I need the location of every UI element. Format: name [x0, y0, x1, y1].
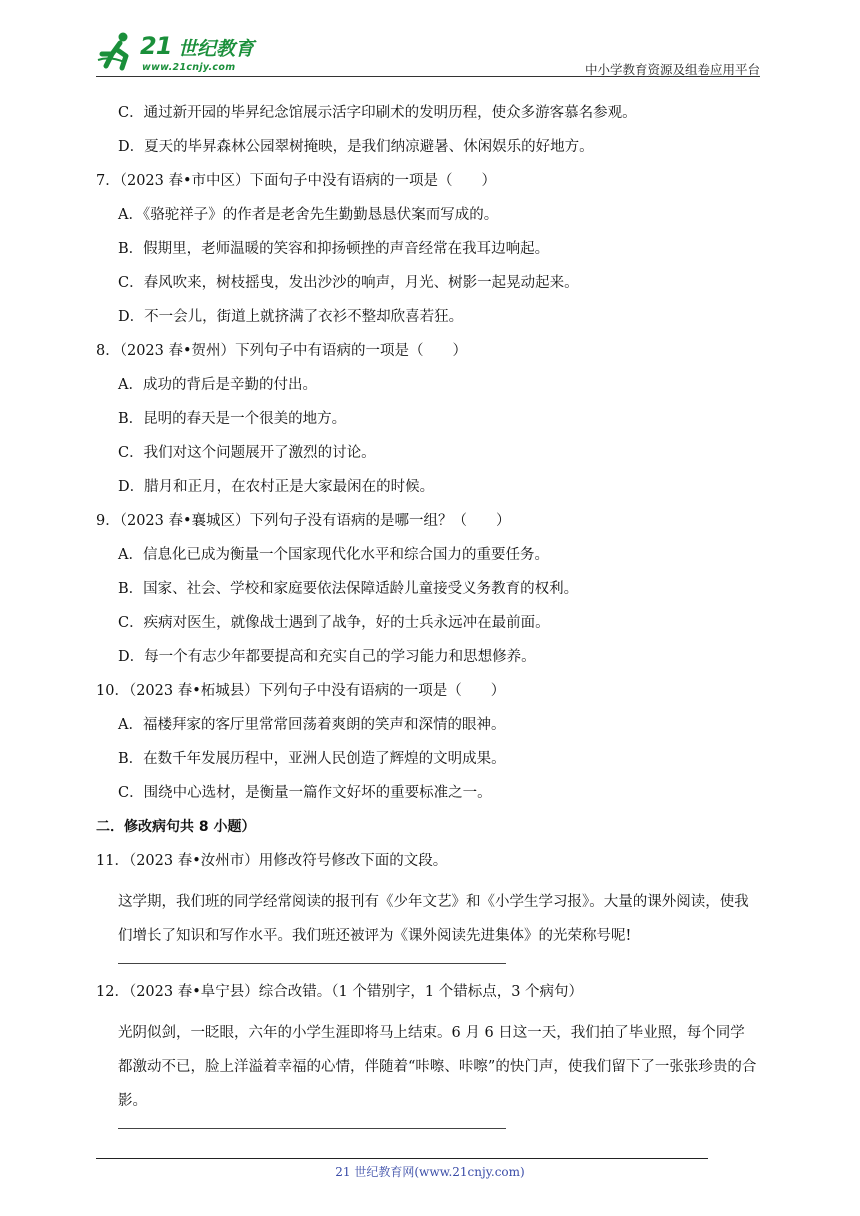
answer-option: B．假期里，老师温暖的笑容和抑扬顿挫的声音经常在我耳边响起。 [118, 241, 550, 257]
logo-url: www.21cnjy.com [142, 62, 236, 73]
question-stem [96, 511, 760, 531]
answer-option: C．春风吹来，树枝摇曳，发出沙沙的响声，月光、树影一起晃动起来。 [118, 275, 579, 291]
question-source-tag: （2023 春•市中区） [119, 173, 250, 189]
footer-divider [96, 1158, 708, 1159]
logo-number: 21 [140, 32, 172, 60]
question-number: 10． [96, 683, 129, 699]
answer-option: C．我们对这个问题展开了激烈的讨论。 [118, 445, 376, 461]
answer-option: C．疾病对医生，就像战士遇到了战争，好的士兵永远冲在最前面。 [118, 615, 550, 631]
answer-blank-line[interactable] [118, 963, 506, 964]
answer-option: B．在数千年发展历程中，亚洲人民创造了辉煌的文明成果。 [118, 751, 506, 767]
question-text: 综合改错。（1 个错别字，1 个错标点，3 个病句） [258, 984, 584, 1000]
platform-title: 中小学教育资源及组卷应用平台 [584, 62, 760, 77]
answer-option: D．每一个有志少年都要提高和充实自己的学习能力和思想修养。 [118, 649, 536, 665]
answer-option: D．夏天的毕昇森林公园翠树掩映，是我们纳凉避暑、休闲娱乐的好地方。 [118, 139, 594, 155]
footer-text[interactable]: 21 世纪教育网(www.21cnjy.com) [335, 1165, 525, 1179]
question-number: 8． [96, 343, 120, 359]
logo-title: 世纪教育 [178, 38, 255, 60]
question-text: 用修改符号修改下面的文段。 [258, 853, 448, 869]
header-divider [96, 76, 760, 77]
question-text: 下列句子中有语病的一项是（ ） [235, 343, 468, 359]
answer-option: C．围绕中心选材，是衡量一篇作文好坏的重要标准之一。 [118, 785, 492, 801]
question-source-tag: （2023 春•柘城县） [128, 683, 259, 699]
question-number: 12． [96, 984, 129, 1000]
answer-option: D．腊月和正月，在农村正是大家最闲在的时候。 [118, 479, 435, 495]
question-stem [96, 681, 760, 701]
answer-option: A．信息化已成为衡量一个国家现代化水平和综合国力的重要任务。 [118, 547, 549, 563]
answer-option: C．通过新开园的毕昇纪念馆展示活字印刷术的发明历程，使众多游客慕名参观。 [118, 105, 637, 121]
question-stem [96, 982, 760, 1002]
question-number: 11． [96, 853, 129, 869]
question-source-tag: （2023 春•汝州市） [128, 853, 259, 869]
question-text: 下列句子没有语病的是哪一组？（ ） [249, 513, 511, 529]
answer-option: A．《骆驼祥子》的作者是老舍先生勤勤恳恳伏案而写成的。 [118, 207, 499, 223]
question-source-tag: （2023 春•贺州） [119, 343, 236, 359]
answer-option: B．国家、社会、学校和家庭要依法保障适龄儿童接受义务教育的权利。 [118, 581, 579, 597]
passage-paragraph: 这学期，我们班的同学经常阅读的报刊有《少年文艺》和《小学生学习报》。大量的课外阅读，使我们增长了知识和写作水平。我们班还被评为《课外阅读先进集体》的光荣称号呢! [118, 894, 749, 944]
answer-option: A．福楼拜家的客厅里常常回荡着爽朗的笑声和深情的眼神。 [118, 717, 506, 733]
passage-paragraph: 光阴似剑，一眨眼，六年的小学生涯即将马上结束。6 月 6 日这一天，我们拍了毕业照，每个同学都激动不已，脸上洋溢着幸福的心情，伴随着“咔嚓、咔嚓”的快门声，使我们留下了一张张珍贵的合影。 [118, 1025, 757, 1109]
question-text: 下面句子中没有语病的一项是（ ） [249, 173, 497, 189]
question-stem [96, 341, 760, 361]
question-source-tag: （2023 春•阜宁县） [128, 984, 259, 1000]
runner-logo-icon [96, 30, 140, 74]
document-body [96, 103, 760, 1147]
answer-option: B．昆明的春天是一个很美的地方。 [118, 411, 347, 427]
answer-option: D．不一会儿，街道上就挤满了衣衫不整却欣喜若狂。 [118, 309, 464, 325]
answer-blank-line[interactable] [118, 1128, 506, 1129]
question-text: 下列句子中没有语病的一项是（ ） [258, 683, 506, 699]
page-header [96, 26, 760, 78]
answer-option: A．成功的背后是辛勤的付出。 [118, 377, 317, 393]
question-number: 7． [96, 173, 120, 189]
question-stem [96, 171, 760, 191]
question-source-tag: （2023 春•襄城区） [119, 513, 250, 529]
site-logo[interactable] [96, 28, 266, 76]
section-heading: 二．修改病句共 8 小题） [96, 819, 256, 835]
question-number: 9． [96, 513, 120, 529]
question-stem [96, 851, 760, 871]
